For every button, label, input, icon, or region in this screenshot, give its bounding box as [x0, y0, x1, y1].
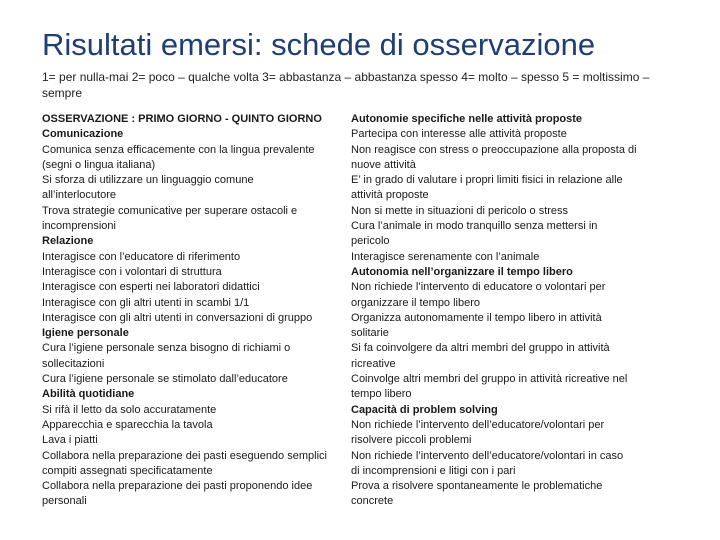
observation-line: Collabora nella preparazione dei pasti proponendo idee [42, 480, 313, 493]
observation-line: Non richiede l’intervento di educatore o volontari per [351, 281, 606, 294]
observation-line: concrete [351, 495, 394, 508]
observation-line: Si rifà il letto da solo accuratamente [42, 403, 217, 416]
observation-line: Non reagisce con stress o preoccupazione alla proposta di [351, 143, 637, 156]
observation-line: Lava i piatti [42, 434, 98, 447]
observation-line: Non si mette in situazioni di pericolo o stress [351, 204, 569, 217]
section-heading: Abilità quotidiane [42, 388, 135, 401]
section-heading: Igiene personale [42, 327, 129, 340]
left-observation-column [42, 112, 352, 510]
observation-line: Cura l’igiene personale se stimolato dall’educatore [42, 373, 288, 386]
section-heading: Comunicazione [42, 128, 124, 141]
section-heading: Autonomie specifiche nelle attività proposte [351, 113, 583, 125]
observation-line: tempo libero [351, 388, 412, 401]
slide-title: Risultati emersi: schede di osservazione [42, 27, 596, 62]
observation-line: Non richiede l’intervento dell’educatore/volontari in caso [351, 449, 624, 462]
observation-line: (segni o lingua italiana) [42, 158, 156, 171]
observation-line: Organizza autonomamente il tempo libero in attività [351, 311, 602, 324]
observation-line: Cura l’animale in modo tranquillo senza mettersi in [351, 220, 598, 233]
section-heading: OSSERVAZIONE : PRIMO GIORNO - QUINTO GIORNO [42, 113, 322, 125]
observation-line: Collabora nella preparazione dei pasti eseguendo semplici [42, 449, 327, 462]
observation-line: Comunica senza efficacemente con la lingua prevalente [42, 143, 315, 156]
observation-line: di incomprensioni e litigi con i pari [351, 464, 516, 477]
observation-line: solitarie [351, 327, 389, 340]
observation-line: Interagisce con gli altri utenti in scambi 1/1 [42, 296, 250, 309]
observation-line: nuove attività [351, 158, 416, 171]
observation-line: sollecitazioni [42, 357, 105, 370]
section-heading: Autonomia nell’organizzare il tempo libero [351, 265, 573, 278]
observation-line: Interagisce con i volontari di struttura [42, 265, 222, 278]
right-observation-column [351, 112, 696, 510]
observation-line: ricreative [351, 357, 396, 370]
observation-line: Interagisce serenamente con l’animale [351, 250, 540, 263]
observation-line: organizzare il tempo libero [351, 296, 481, 309]
observation-line: compiti assegnati specificatamente [42, 464, 213, 477]
observation-line: Apparecchia e sparecchia la tavola [42, 418, 213, 431]
observation-line: risolvere piccoli problemi [351, 434, 472, 447]
observation-line: incomprensioni [42, 220, 116, 233]
rating-scale-legend: 1= per nulla-mai 2= poco – qualche volta 3= abbastanza – abbastanza spesso 4= molto – spesso 5 = moltissimo – sempre [42, 70, 650, 100]
observation-line: Trova strategie comunicative per superare ostacoli e [42, 204, 298, 217]
observation-line: Prova a risolvere spontaneamente le problematiche [351, 480, 603, 493]
observation-line: personali [42, 495, 87, 508]
observation-line: Cura l’igiene personale senza bisogno di richiami o [42, 342, 291, 355]
observation-line: attività proposte [351, 189, 429, 202]
observation-line: all’interlocutore [42, 189, 116, 202]
section-heading: Capacità di problem solving [351, 403, 498, 416]
observation-line: Non richiede l’intervento dell’educatore/volontari per [351, 418, 605, 431]
observation-line: Coinvolge altri membri del gruppo in attività ricreative nel [351, 373, 628, 386]
observation-line: Partecipa con interesse alle attività proposte [351, 128, 567, 141]
observation-line: Interagisce con esperti nei laboratori didattici [42, 281, 260, 294]
section-heading: Relazione [42, 235, 94, 248]
observation-line: pericolo [351, 235, 390, 248]
observation-line: Interagisce con l’educatore di riferimento [42, 250, 241, 263]
observation-line: Interagisce con gli altri utenti in conversazioni di gruppo [42, 311, 313, 324]
observation-line: Si sforza di utilizzare un linguaggio comune [42, 174, 254, 187]
observation-line: E’ in grado di valutare i propri limiti fisici in relazione alle [351, 174, 623, 187]
observation-line: Si fa coinvolgere da altri membri del gruppo in attività [351, 342, 610, 355]
